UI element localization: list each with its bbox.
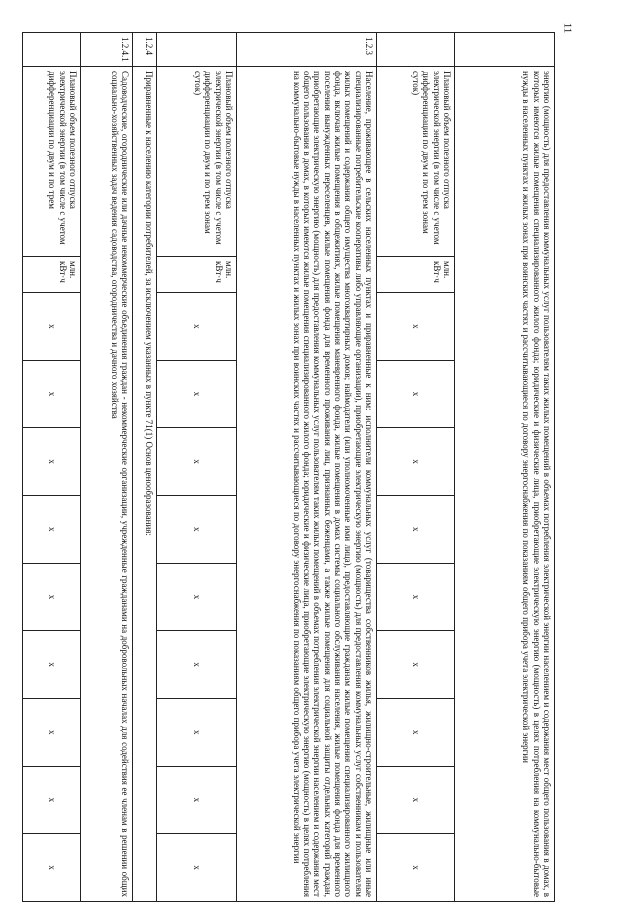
rotated-table-container: [25, 32, 555, 902]
value-cell: х: [23, 293, 81, 361]
unit-cell: млн. кВт·ч: [23, 257, 81, 293]
row-number: [377, 33, 455, 67]
value-cell: х: [157, 293, 237, 361]
value-cell: х: [157, 698, 237, 766]
value-cell: х: [157, 563, 237, 631]
value-cell: х: [23, 495, 81, 563]
value-cell: х: [377, 698, 455, 766]
table-row: [237, 33, 377, 902]
category-text: Садоводческие, огороднические или дачные некоммерческие объединения граждан - некоммерческие организации, учрежденные гражданами на добровольных началах для содействия ее членам в решении общих социально-хозяйственных задач ведения садоводства, огородничества и дачного хозяйства: [81, 67, 133, 902]
page-number: 11: [561, 22, 574, 34]
table-row: [133, 33, 157, 902]
value-cell: х: [377, 428, 455, 496]
unit-cell: млн. кВт·ч: [377, 257, 455, 293]
row-number: [157, 33, 237, 67]
value-cell: х: [23, 563, 81, 631]
value-cell: х: [23, 766, 81, 834]
tariff-table: [22, 32, 555, 902]
category-text: энергию (мощность) для предоставления коммунальных услуг пользователям таких жилых помещений в объемах потребления электрической энергии населением и содержания мест общего пользования в домах, в которых имеются жилые помещения специализированного жилого фонда; юридические и физические лица, приобретающие электрическую энергию (мощность) в целях потребления на коммунально-бытовые нужды в населенных пунктах и жилых зонах при воинских частях и рассчитывающиеся по договору энергоснабжения по показаниям общего прибора учета электрической энергии: [455, 67, 555, 902]
row-number: [23, 33, 81, 67]
value-cell: х: [377, 766, 455, 834]
row-number: 1.2.4.1: [81, 33, 133, 67]
table-row: [157, 33, 237, 902]
value-cell: х: [23, 834, 81, 902]
table-row: [377, 33, 455, 902]
value-cell: х: [377, 631, 455, 699]
volume-label: Плановый объем полезного отпуска электрической энергии (в том числе с учетом дифференциации по двум и по трем: [23, 67, 81, 257]
unit-cell: млн. кВт·ч: [157, 257, 237, 293]
volume-label: Плановый объем полезного отпуска электрической энергии (в том числе с учетом дифференциации по двум и по трем зонам суток): [157, 67, 237, 257]
value-cell: х: [377, 360, 455, 428]
value-cell: х: [157, 834, 237, 902]
value-cell: х: [377, 834, 455, 902]
row-number: [455, 33, 555, 67]
row-number: 1.2.3: [237, 33, 377, 67]
category-text: Приравненные к населению категории потребителей, за исключением указанных в пункте 71(1) Основ ценообразования:: [133, 67, 157, 902]
value-cell: х: [377, 495, 455, 563]
row-number: 1.2.4: [133, 33, 157, 67]
value-cell: х: [23, 428, 81, 496]
value-cell: х: [157, 631, 237, 699]
value-cell: х: [23, 360, 81, 428]
value-cell: х: [23, 698, 81, 766]
volume-label: Плановый объем полезного отпуска электрической энергии (в том числе с учетом дифференциации по двум и по трем зонам суток): [377, 67, 455, 257]
value-cell: х: [23, 631, 81, 699]
value-cell: х: [157, 495, 237, 563]
value-cell: х: [157, 360, 237, 428]
table-row: [81, 33, 133, 902]
value-cell: х: [157, 766, 237, 834]
table-row: [23, 33, 81, 902]
value-cell: х: [157, 428, 237, 496]
category-text: Население, проживающее в сельских населенных пунктах и приравненные к ним: исполнители коммунальных услуг (товарищества собственников жилья, жилищно-строительные, жилищные или иные специализированные потребительские кооперативы либо управляющие организации), приобретающие электрическую энергию (мощность) для предоставления коммунальных услуг собственникам и пользователям жилых помещений и содержания общего имущества многоквартирных домов; наймодатели (или уполномоченные ими лица), предоставляющие гражданам жилые помещения специализированного жилищного фонда, включая жилые помещения в общежитиях, жилые помещения маневренного фонда, жилые помещения в домах системы социального обслуживания населения, жилые помещения фонда для временного поселения вынужденных переселенцев, жилые помещения фонда для временного проживания лиц, признанных беженцами, а также жилые помещения для социальной защиты отдельных категорий граждан, приобретающие электрическую энергию (мощность) для предоставления коммунальных услуг пользователям таких жилых помещений в объемах потребления электрической энергии населением и содержания мест общего пользования в домах, в которых имеются жилые помещения специализированного жилого фонда; юридические и физические лица, приобретающие электрическую энергию (мощность) в целях потребления на коммунально-бытовые нужды в населенных пунктах и жилых зонах при воинских частях и рассчитывающиеся по договору энергоснабжения по показаниям общего прибора учета электрической энергии: [237, 67, 377, 902]
value-cell: х: [377, 293, 455, 361]
table-row: [455, 33, 555, 902]
value-cell: х: [377, 563, 455, 631]
